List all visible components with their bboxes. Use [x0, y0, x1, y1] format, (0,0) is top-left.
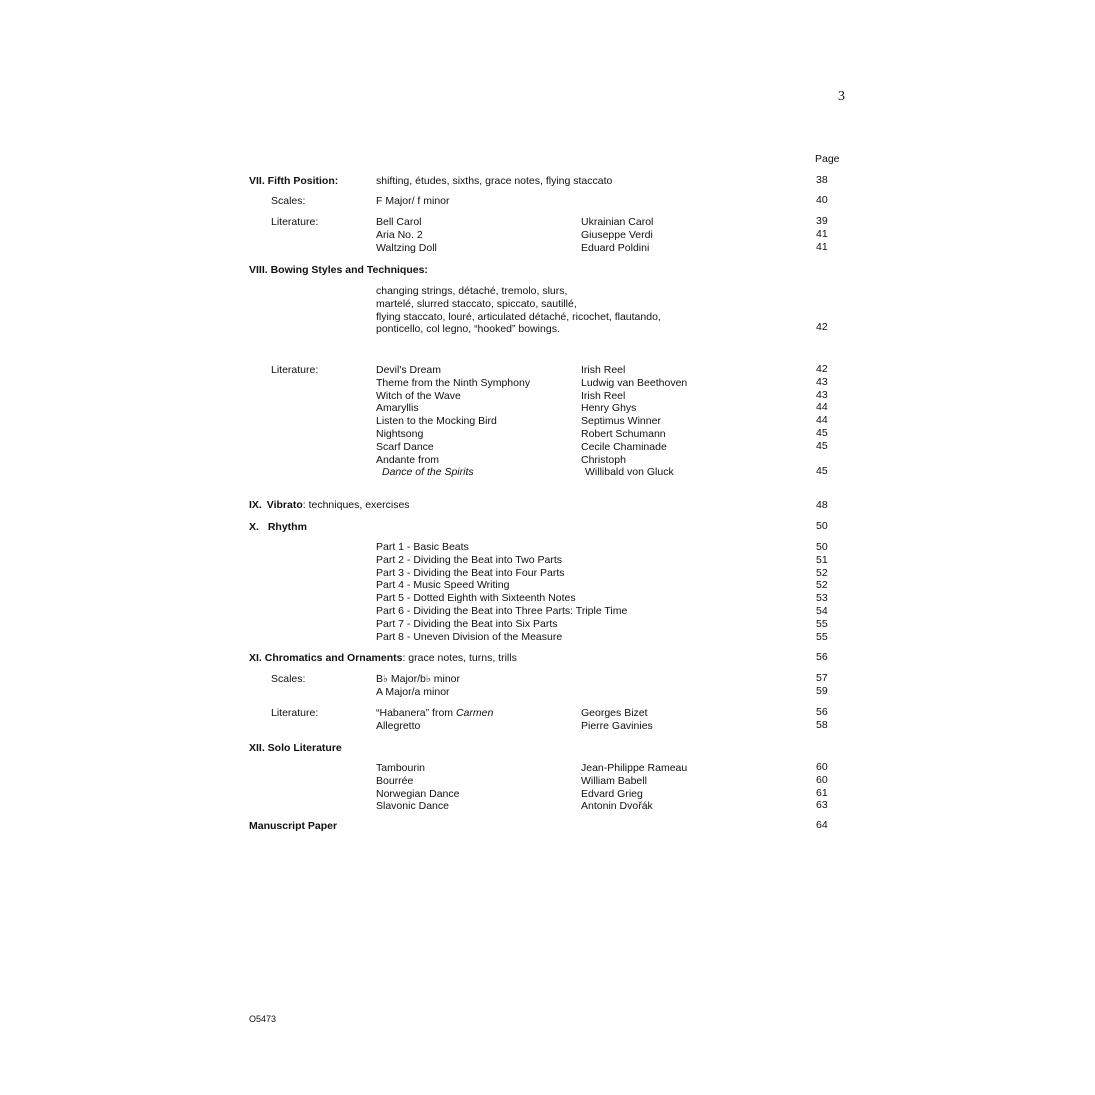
composer-name: Pierre Gavinies: [581, 719, 653, 732]
composer-name: Edvard Grieg: [581, 787, 643, 800]
section-vii-topics: shifting, études, sixths, grace notes, flying staccato: [376, 175, 613, 187]
manuscript-page: 64: [816, 819, 828, 831]
piece-title: Listen to the Mocking Bird: [376, 415, 497, 428]
rhythm-part: Part 6 - Dividing the Beat into Three Parts: Triple Time: [376, 604, 628, 617]
composer-name: Ludwig van Beethoven: [581, 376, 688, 389]
page-ref: 52: [816, 579, 828, 592]
composer-name: Septimus Winner: [581, 415, 661, 428]
page-ref: 50: [816, 541, 828, 553]
composer-name: Irish Reel: [581, 389, 626, 402]
page-ref: 59: [816, 684, 828, 697]
piece-subtitle: Dance of the Spirits: [382, 466, 474, 479]
section-viii-topics: [376, 285, 661, 336]
piece-title: Aria No. 2: [376, 228, 423, 241]
piece-title: Bell Carol: [376, 216, 422, 228]
section-ix-rest: : techniques, exercises: [302, 499, 410, 511]
rhythm-part: Part 5 - Dotted Eighth with Sixteenth Notes: [376, 592, 576, 605]
section-xi-name: XI. Chromatics and Ornaments: [249, 652, 403, 664]
scale-item: A Major/a minor: [376, 685, 450, 698]
section-viii-literature-label: Literature:: [271, 364, 319, 376]
page-ref: 53: [816, 592, 828, 605]
section-viii-title: VIII. Bowing Styles and Techniques:: [249, 264, 428, 276]
composer-name: Jean-Philippe Rameau: [581, 762, 688, 774]
page-ref: 44: [816, 414, 828, 427]
section-xii-pieces: [376, 762, 459, 813]
section-vii-pages: [816, 215, 828, 253]
section-vii-composers: [581, 216, 653, 254]
piece-title: Bourrée: [376, 774, 414, 787]
composer-name: Irish Reel: [581, 364, 626, 376]
section-x-parts: [376, 541, 627, 643]
scale-item: B♭ Major/b♭ minor: [376, 673, 461, 685]
topic-line: ponticello, col legno, “hooked” bowings.: [376, 323, 560, 336]
piece-title: [376, 707, 493, 720]
section-vii-pieces: [376, 216, 437, 254]
page-number: 3: [838, 89, 845, 104]
section-xi-composers: [581, 707, 653, 733]
section-vii-scales: F Major/ f minor: [376, 195, 450, 207]
page-ref: 43: [816, 388, 828, 401]
piece-title-italic: Carmen: [455, 707, 494, 719]
topic-line: changing strings, détaché, tremolo, slurs,: [376, 285, 568, 297]
composer-name: Giuseppe Verdi: [581, 228, 653, 241]
section-x-page: 50: [816, 520, 828, 532]
section-viii-composers: [581, 364, 687, 479]
piece-title: Waltzing Doll: [376, 241, 437, 254]
page-ref: 60: [816, 773, 828, 786]
section-xi-rest: : grace notes, turns, trills: [402, 652, 517, 664]
section-xi-scales: [376, 673, 460, 699]
page-ref: 55: [816, 617, 828, 630]
composer-name: William Babell: [581, 774, 647, 787]
section-viii-pages: [816, 363, 828, 453]
section-ix-page: 48: [816, 499, 828, 511]
page-ref: 57: [816, 672, 828, 684]
section-xi-literature-label: Literature:: [271, 707, 319, 719]
piece-title: Nightsong: [376, 427, 424, 440]
section-xi-scales-label: Scales:: [271, 673, 306, 685]
section-viii-last-page: 45: [816, 465, 828, 477]
section-x-numeral: X.: [249, 521, 259, 533]
piece-title: Witch of the Wave: [376, 389, 461, 402]
rhythm-part: Part 8 - Uneven Division of the Measure: [376, 630, 563, 643]
section-xi-title: [249, 652, 517, 665]
composer-name: Eduard Poldini: [581, 241, 650, 254]
composer-name: Cecile Chaminade: [581, 440, 667, 453]
page-ref: 61: [816, 786, 828, 799]
section-xi-scales-pages: [816, 672, 828, 698]
section-viii-page: 42: [816, 321, 828, 333]
piece-title: Devil's Dream: [376, 364, 442, 376]
page-column-header: Page: [815, 153, 840, 165]
section-vii-literature-label: Literature:: [271, 216, 319, 228]
piece-title-pre: “Habanera” from: [376, 707, 456, 719]
section-viii-pieces: [376, 364, 530, 479]
page-ref: 58: [816, 718, 828, 731]
topic-line: flying staccato, louré, articulated détaché, ricochet, flautando,: [376, 310, 661, 323]
piece-title: Tambourin: [376, 762, 426, 774]
page-ref: 41: [816, 227, 828, 240]
rhythm-part: Part 2 - Dividing the Beat into Two Parts: [376, 553, 562, 566]
page-ref: 63: [816, 799, 828, 812]
catalog-code: O5473: [249, 1014, 277, 1024]
rhythm-part: Part 1 - Basic Beats: [376, 541, 469, 553]
section-x-name: Rhythm: [267, 521, 307, 533]
composer-name: Willibald von Gluck: [585, 466, 674, 479]
section-xii-pages: [816, 761, 828, 812]
page-ref: 51: [816, 553, 828, 566]
section-xi-pieces: [376, 707, 493, 733]
piece-title: Scarf Dance: [376, 440, 434, 453]
composer-name: Henry Ghys: [581, 402, 637, 415]
section-xi-pages: [816, 706, 828, 732]
section-ix-title: [249, 499, 410, 512]
composer-name: Georges Bizet: [581, 707, 648, 719]
rhythm-part: Part 4 - Music Speed Writing: [376, 579, 510, 592]
section-vii-scales-label: Scales:: [271, 195, 306, 207]
section-xii-composers: [581, 762, 687, 813]
page-ref: 52: [816, 566, 828, 579]
page-ref: 55: [816, 630, 828, 643]
piece-title: Theme from the Ninth Symphony: [376, 376, 531, 389]
page-ref: 39: [816, 215, 828, 227]
rhythm-part: Part 3 - Dividing the Beat into Four Parts: [376, 566, 565, 579]
section-x-pages: [816, 541, 828, 643]
page-ref: 43: [816, 375, 828, 388]
section-xii-title: XII. Solo Literature: [249, 742, 342, 754]
page-ref: 41: [816, 240, 828, 253]
piece-title: Slavonic Dance: [376, 800, 449, 813]
section-x-title: [249, 521, 307, 534]
topic-line: martelé, slurred staccato, spiccato, sautillé,: [376, 297, 577, 310]
composer-name: Christoph: [581, 453, 626, 466]
composer-name: Ukrainian Carol: [581, 216, 654, 228]
section-vii-scales-page: 40: [816, 194, 828, 206]
section-vii-page: 38: [816, 174, 828, 186]
piece-title: Allegretto: [376, 719, 421, 732]
page-ref: 45: [816, 426, 828, 439]
section-ix-numeral: IX.: [249, 499, 262, 511]
page-ref: 45: [816, 439, 828, 452]
page-ref: 44: [816, 401, 828, 414]
piece-title: Amaryllis: [376, 402, 419, 415]
page-ref: 42: [816, 363, 828, 375]
section-vii-title: VII. Fifth Position:: [249, 175, 339, 187]
composer-name: Antonin Dvořák: [581, 800, 653, 813]
page-ref: 60: [816, 761, 828, 773]
page-ref: 54: [816, 604, 828, 617]
piece-title: Norwegian Dance: [376, 787, 460, 800]
piece-title: Andante from: [376, 453, 440, 466]
section-xi-page: 56: [816, 651, 828, 663]
page-ref: 56: [816, 706, 828, 718]
manuscript-title: Manuscript Paper: [249, 820, 338, 832]
composer-name: Robert Schumann: [581, 427, 666, 440]
rhythm-part: Part 7 - Dividing the Beat into Six Parts: [376, 617, 558, 630]
section-ix-name: Vibrato: [266, 499, 303, 511]
